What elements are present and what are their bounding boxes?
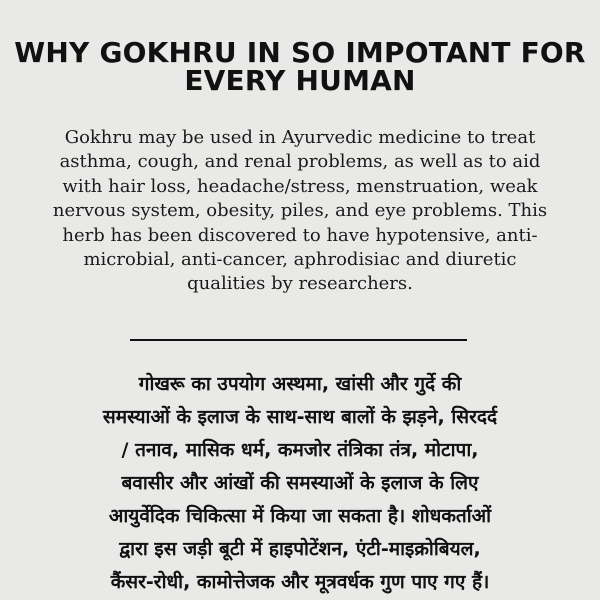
hindi-line-1: गोखरू का उपयोग अस्थमा, खांसी और गुर्दे की xyxy=(138,373,462,395)
english-line-7: qualities by researchers. xyxy=(187,273,413,295)
english-line-3: with hair loss, headache/stress, menstruation, weak xyxy=(62,175,538,197)
hindi-line-4: बवासीर और आंखों की समस्याओं के इलाज के लिए xyxy=(121,472,479,494)
hindi-line-3: / तनाव, मासिक धर्म, कमजोर तंत्रिका तंत्र, मोटापा, xyxy=(121,439,479,461)
english-line-4: nervous system, obesity, piles, and eye problems. This xyxy=(52,200,548,222)
english-line-1: Gokhru may be used in Ayurvedic medicine to treat xyxy=(64,127,536,148)
hindi-paragraph xyxy=(0,368,600,599)
english-line-2: asthma, cough, and renal problems, as well as to aid xyxy=(59,151,541,173)
title-line-1: WHY GOKHRU IN SO IMPOTANT FOR xyxy=(14,35,586,69)
section-divider xyxy=(130,339,467,341)
hindi-line-5: आयुर्वेदिक चिकित्सा में किया जा सकता है। शोधकर्ताओं xyxy=(108,505,492,527)
page-title xyxy=(0,35,600,97)
english-line-5: herb has been discovered to have hypotensive, anti- xyxy=(62,224,538,246)
hindi-line-7: कैंसर-रोधी, कामोत्तेजक और मूत्रवर्धक गुण पाए गए हैं। xyxy=(110,571,490,593)
english-line-6: microbial, anti-cancer, aphrodisiac and diuretic xyxy=(83,249,517,271)
hindi-line-6: द्वारा इस जड़ी बूटी में हाइपोटेंशन, एंटी-माइक्रोबियल, xyxy=(119,538,481,560)
hindi-line-2: समस्याओं के इलाज के साथ-साथ बालों के झड़ने, सिरदर्द xyxy=(102,406,498,428)
english-paragraph xyxy=(0,126,600,297)
title-line-2: EVERY HUMAN xyxy=(184,63,416,97)
